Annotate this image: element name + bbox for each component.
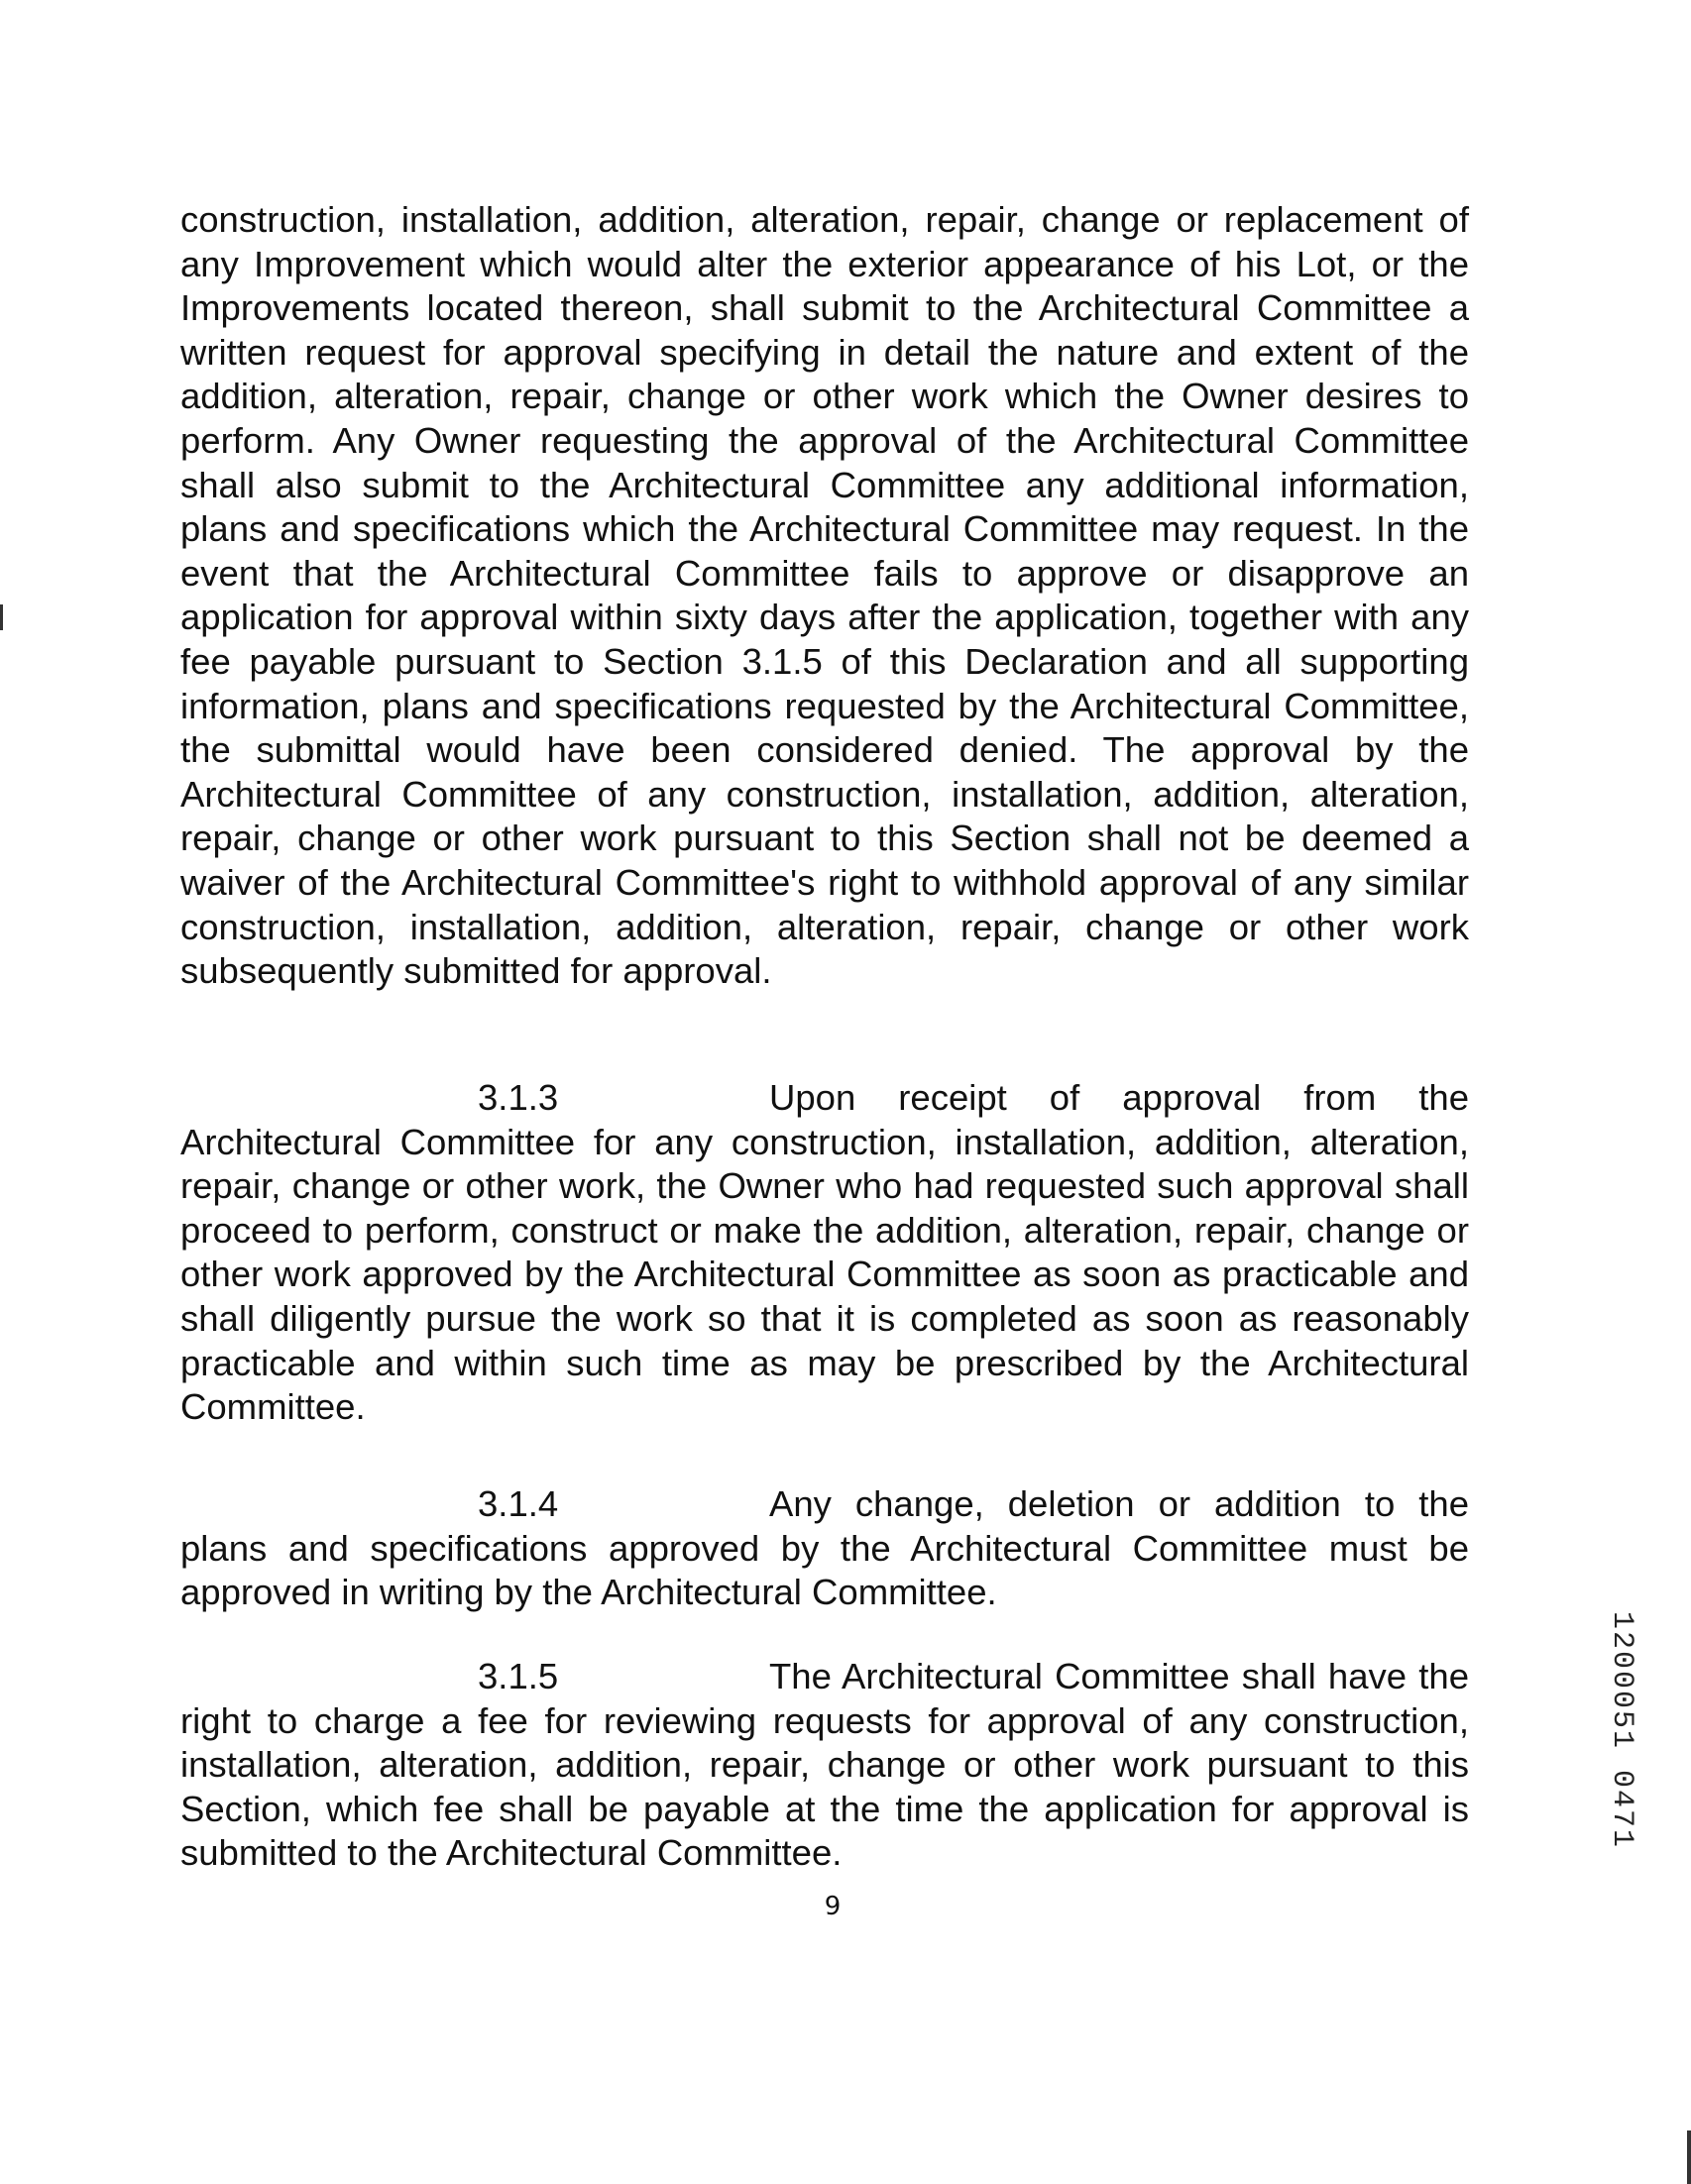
margin-stamp — [1592, 1597, 1651, 1863]
section-3-1-4 — [180, 1482, 1469, 1615]
section-3-1-5 — [180, 1655, 1469, 1876]
section-number: 3.1.5 — [478, 1656, 559, 1696]
section-number: 3.1.4 — [478, 1483, 559, 1524]
section-number: 3.1.3 — [478, 1077, 559, 1118]
scan-edge-mark — [0, 604, 3, 630]
section-3-1-3 — [180, 1076, 1469, 1430]
section-text: The Architectural Committee shall have the right to charge a fee for reviewing requests for approval of any construction, installation, alteration, addition, repair, change or other work pursuant to this Section, which fee shall be payable at the time the application for approval is submitted to the Architectural Committee. — [180, 1656, 1469, 1874]
section-text: Upon receipt of approval from the Architectural Committee for any construction, installation, addition, alteration, repair, change or other work, the Owner who had requested such approval shall proceed to perform, construct or make the addition, alteration, repair, change or other work approved by the Architectural Committee as soon as practicable and shall diligently pursue the work so that it is completed as soon as reasonably practicable and within such time as may be prescribed by the Architectural Committee. — [180, 1077, 1469, 1428]
page-number: 9 — [824, 1892, 842, 1921]
margin-stamp-text: 1200051 0471 — [1605, 1610, 1638, 1850]
scan-edge-mark — [1687, 2130, 1691, 2184]
section-text: Any change, deletion or addition to the plans and specifications approved by the Architectural Committee must be approved in writing by the Architectural Committee. — [180, 1483, 1469, 1613]
paragraph-main: construction, installation, addition, alteration, repair, change or replacement of any Improvement which would alter the exterior appearance of his Lot, or the Improvements located thereon, shall submit to the Architectural Committee a written request for approval specifying in detail the nature and extent of the addition, alteration, repair, change or other work which the Owner desires to perform. Any Owner requesting the approval of the Architectural Committee shall also submit to the Architectural Committee any additional information, plans and specifications which the Architectural Committee may request. In the event that the Architectural Committee fails to approve or disapprove an application for approval within sixty days after the application, together with any fee payable pursuant to Section 3.1.5 of this Declaration and all supporting information, plans and specifications requested by the Architectural Committee, the submittal would have been considered denied. The approval by the Architectural Committee of any construction, installation, addition, alteration, repair, change or other work pursuant to this Section shall not be deemed a waiver of the Architectural Committee's right to withhold approval of any similar construction, installation, addition, alteration, repair, change or other work subsequently submitted for approval. — [180, 199, 1469, 992]
